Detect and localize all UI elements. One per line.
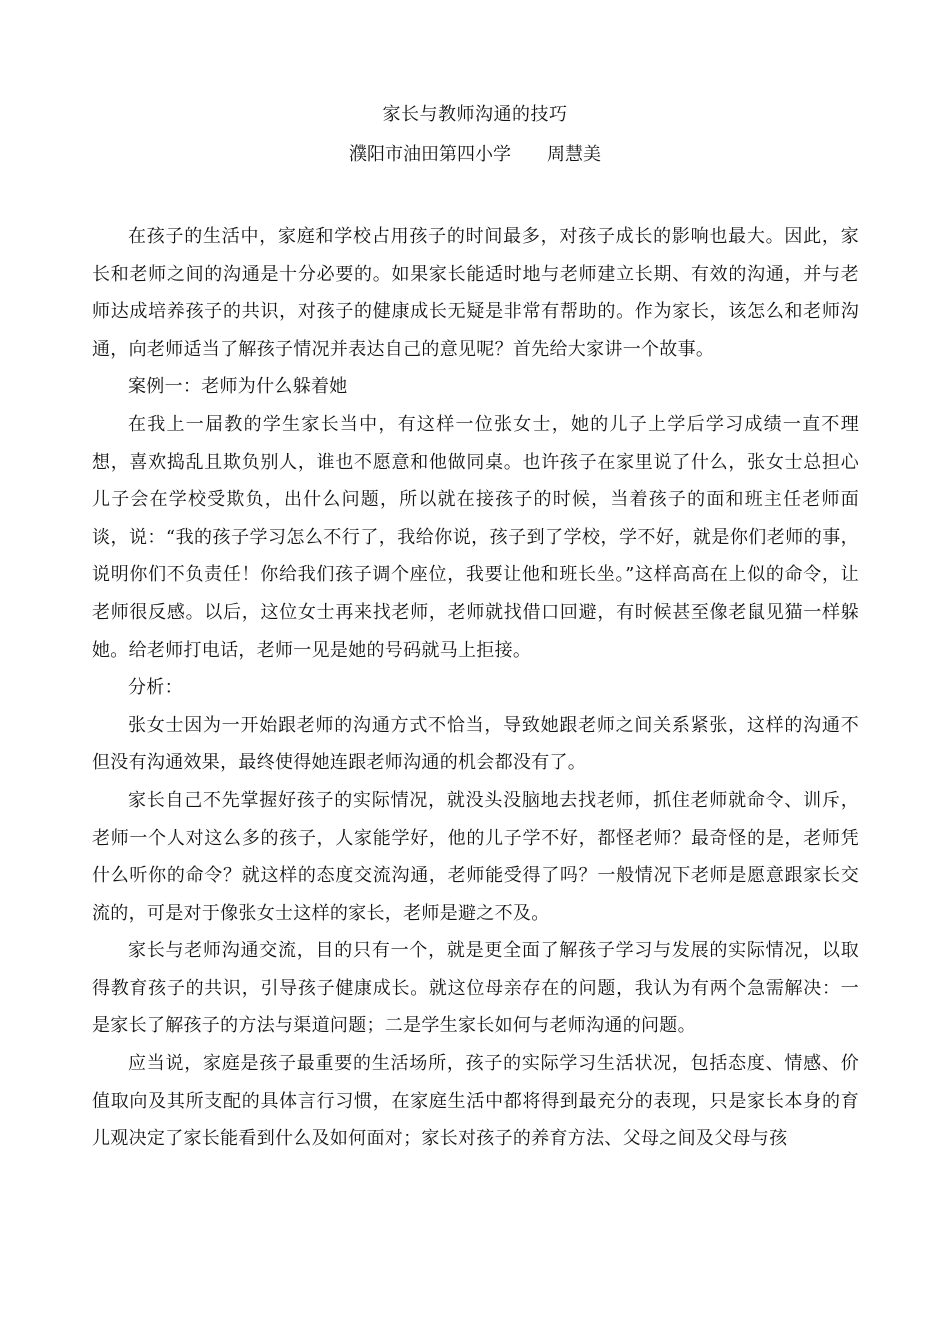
author-name: 周慧美	[547, 144, 601, 165]
byline	[0, 142, 950, 168]
paragraph-intro: 在孩子的生活中，家庭和学校占用孩子的时间最多，对孩子成长的影响也最大。因此，家长和老师之间的沟通是十分必要的。如果家长能适时地与老师建立长期、有效的沟通，并与老师达成培养孩子的共识，对孩子的健康成长无疑是非常有帮助的。作为家长，该怎么和老师沟通，向老师适当了解孩子情况并表达自己的意见呢？首先给大家讲一个故事。	[92, 226, 859, 360]
paragraph-case-story: 在我上一届教的学生家长当中，有这样一位张女士，她的儿子上学后学习成绩一直不理想，喜欢捣乱且欺负别人，谁也不愿意和他做同桌。也许孩子在家里说了什么，张女士总担心儿子会在学校受欺负，出什么问题，所以就在接孩子的时候，当着孩子的面和班主任老师面谈，说：“我的孩子学习怎么不行了，我给你说，孩子到了学校，学不好，就是你们老师的事，说明你们不负责任！你给我们孩子调个座位，我要让他和班长坐。”这样高高在上似的命令，让老师很反感。以后，这位女士再来找老师，老师就找借口回避，有时候甚至像老鼠见猫一样躲她。给老师打电话，老师一见是她的号码就马上拒接。	[92, 413, 859, 661]
document-body	[92, 218, 859, 1158]
paragraph-analysis-1: 张女士因为一开始跟老师的沟通方式不恰当，导致她跟老师之间关系紧张，这样的沟通不但没有沟通效果，最终使得她连跟老师沟通的机会都没有了。	[92, 714, 859, 774]
case-heading: 案例一：老师为什么躲着她	[128, 376, 348, 398]
school-name: 濮阳市油田第四小学	[349, 144, 511, 165]
paragraph-analysis-2: 家长自己不先掌握好孩子的实际情况，就没头没脑地去找老师，抓住老师就命令、训斥，老师一个人对这么多的孩子，人家能学好，他的儿子学不好，都怪老师？最奇怪的是，老师凭什么听你的命令？就这样的态度交流沟通，老师能受得了吗？一般情况下老师是愿意跟家长交流的，可是对于像张女士这样的家长，老师是避之不及。	[92, 789, 859, 924]
paragraph-analysis-3: 家长与老师沟通交流，目的只有一个，就是更全面了解孩子学习与发展的实际情况，以取得教育孩子的共识，引导孩子健康成长。就这位母亲存在的问题，我认为有两个急需解决：一是家长了解孩子的方法与渠道问题；二是学生家长如何与老师沟通的问题。	[92, 940, 859, 1037]
paragraph-analysis-4: 应当说，家庭是孩子最重要的生活场所，孩子的实际学习生活状况，包括态度、情感、价值取向及其所支配的具体言行习惯，在家庭生活中都将得到最充分的表现，只是家长本身的育儿观决定了家长能看到什么及如何面对；家长对孩子的养育方法、父母之间及父母与孩	[92, 1053, 859, 1150]
document-title: 家长与教师沟通的技巧	[382, 104, 568, 125]
analysis-heading: 分析：	[128, 677, 183, 699]
